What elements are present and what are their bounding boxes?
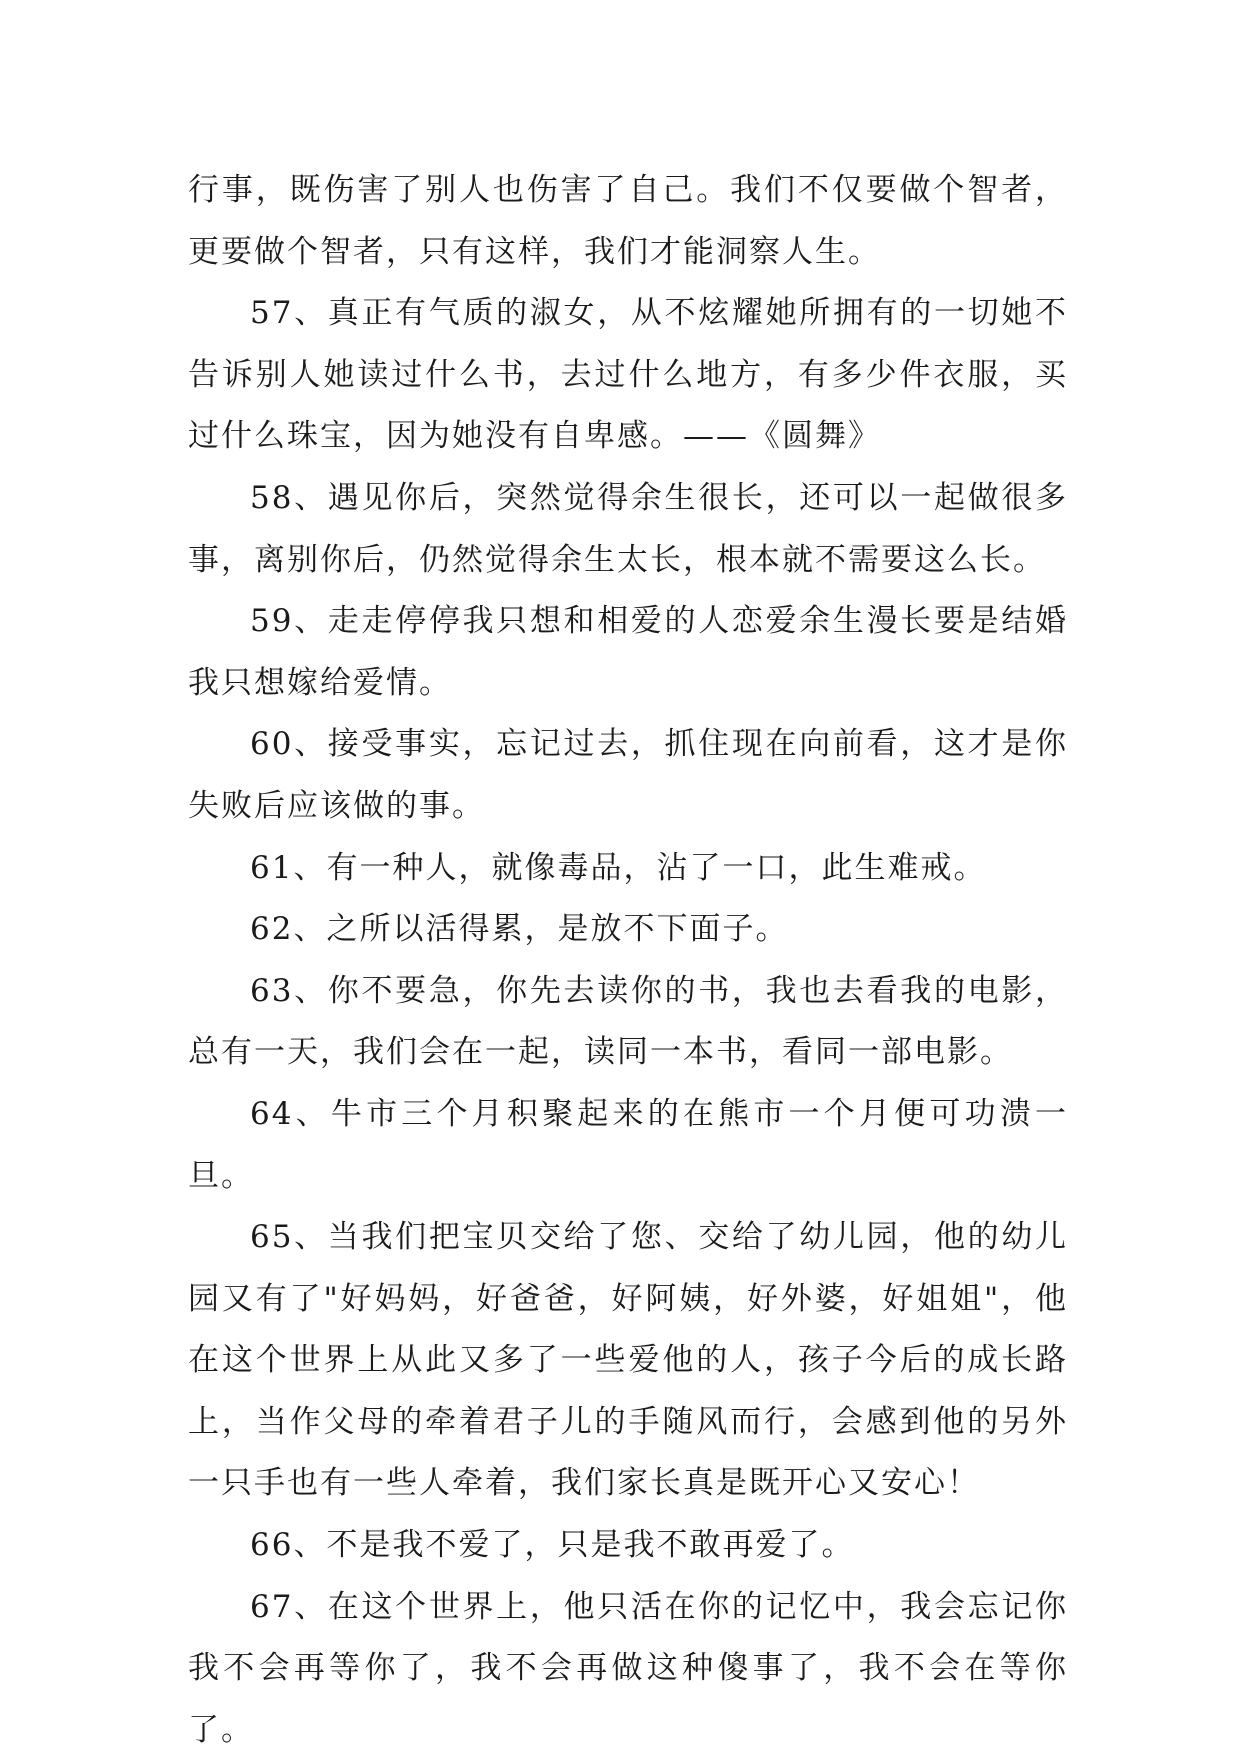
paragraph-61: 61、有一种人，就像毒品，沾了一口，此生难戒。 (250, 849, 987, 886)
paragraph-67: 67、在这个世界上，他只活在你的记忆中，我会忘记你我不会再等你了，我不会再做这种傻事了，我不会在等你了。 (188, 1588, 1068, 1748)
paragraph-66: 66、不是我不爱了，只是我不敢再爱了。 (250, 1527, 855, 1564)
paragraph-63: 63、你不要急，你先去读你的书，我也去看我的电影，总有一天，我们会在一起，读同一本书，看同一部电影。 (188, 972, 1068, 1071)
paragraph-64: 64、牛市三个月积聚起来的在熊市一个月便可功溃一旦。 (188, 1095, 1068, 1194)
paragraph-65: 65、当我们把宝贝交给了您、交给了幼儿园，他的幼儿园又有了"好妈妈，好爸爸，好阿姨，好外婆，好姐姐"，他在这个世界上从此又多了一些爱他的人，孩子今后的成长路上，当作父母的牵着君子儿的手随风而行，会感到他的另外一只手也有一些人牵着，我们家长真是既开心又安心！ (188, 1219, 1068, 1502)
paragraph-57: 57、真正有气质的淑女，从不炫耀她所拥有的一切她不告诉别人她读过什么书，去过什么地方，有多少件衣服，买过什么珠宝，因为她没有自卑感。——《圆舞》 (188, 295, 1068, 455)
paragraph-60: 60、接受事实，忘记过去，抓住现在向前看，这才是你失败后应该做的事。 (188, 726, 1068, 824)
document-body (188, 160, 1068, 1761)
paragraph-62: 62、之所以活得累，是放不下面子。 (250, 911, 789, 948)
paragraph-continuation: 行事，既伤害了别人也伤害了自己。我们不仅要做个智者，更要做个智者，只有这样，我们才能洞察人生。 (188, 172, 1068, 270)
paragraph-59: 59、走走停停我只想和相爱的人恋爱余生漫长要是结婚我只想嫁给爱情。 (188, 603, 1068, 701)
paragraph-58: 58、遇见你后，突然觉得余生很长，还可以一起做很多事，离别你后，仍然觉得余生太长，根本就不需要这么长。 (188, 479, 1068, 578)
